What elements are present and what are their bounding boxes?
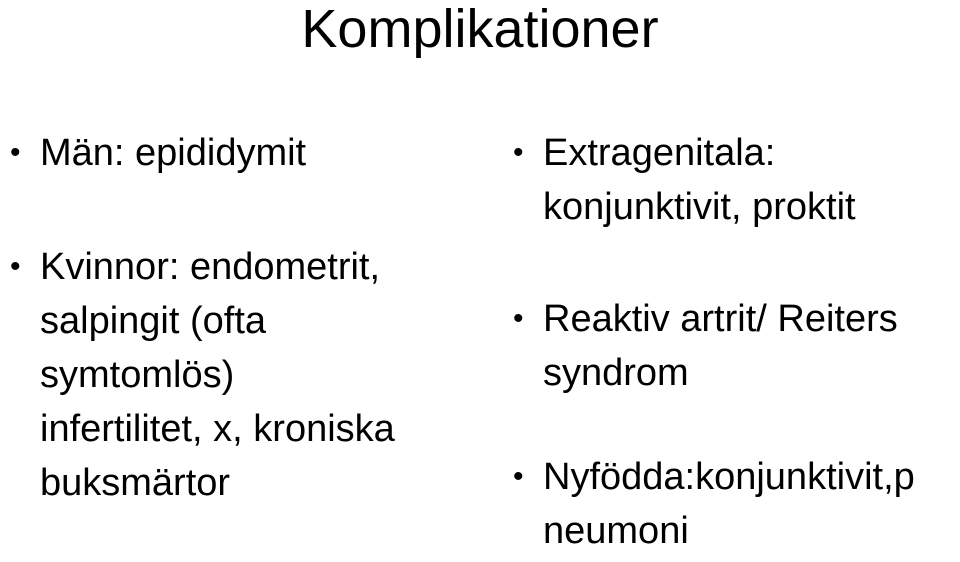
- right-bullet-list: [513, 126, 960, 558]
- bullet-line: syndrom: [543, 352, 689, 394]
- bullet-icon: •: [10, 136, 21, 169]
- bullet-icon: •: [513, 302, 524, 335]
- bullet-item-men-complications: [10, 126, 480, 180]
- bullet-line: infertilitet, x, kroniska: [40, 408, 395, 450]
- bullet-line: Nyfödda:konjunktivit,p: [543, 456, 915, 498]
- slide-title: Komplikationer: [301, 0, 659, 59]
- left-bullet-list: [10, 126, 480, 510]
- bullet-line: neumoni: [543, 510, 689, 552]
- bullet-item-reactive-arthritis: [513, 292, 960, 400]
- bullet-line: buksmärtor: [40, 462, 231, 504]
- bullet-item-women-complications: [10, 240, 480, 510]
- bullet-line: Reaktiv artrit/ Reiters: [543, 298, 898, 340]
- bullet-line: symtomlös): [40, 354, 235, 396]
- bullet-item-extragenital: [513, 126, 960, 234]
- bullet-line: salpingit (ofta: [40, 300, 267, 342]
- bullet-line: Män: epididymit: [40, 132, 307, 174]
- bullet-icon: •: [513, 460, 524, 493]
- bullet-icon: •: [513, 136, 524, 169]
- bullet-line: konjunktivit, proktit: [543, 186, 856, 228]
- bullet-icon: •: [10, 250, 21, 283]
- bullet-line: Kvinnor: endometrit,: [40, 246, 381, 288]
- bullet-item-newborns: [513, 450, 960, 558]
- bullet-line: Extragenitala:: [543, 132, 776, 174]
